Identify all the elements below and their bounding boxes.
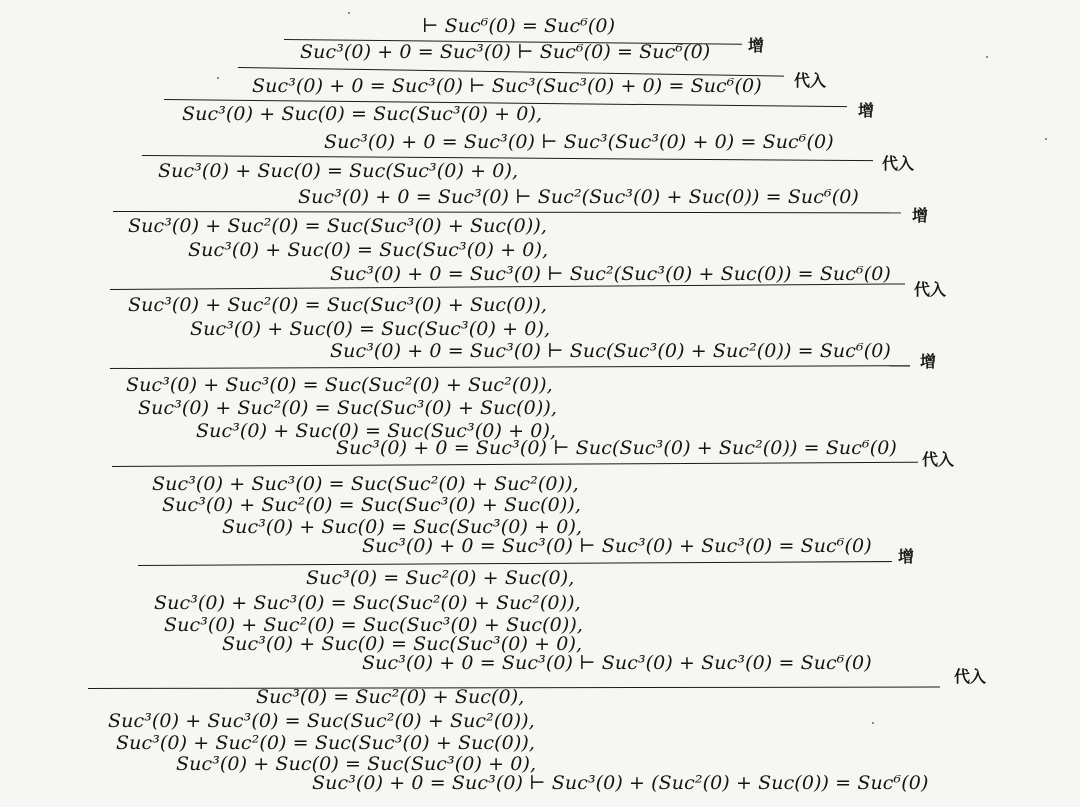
proof-line: Suc³(0) + Suc(0) = Suc(Suc³(0) + 0), — [190, 318, 551, 340]
proof-line: Suc³(0) + 0 = Suc³(0) ⊢ Suc²(Suc³(0) + Suc(0)) = Suc⁶(0) — [330, 263, 891, 285]
proof-line: Suc³(0) + Suc²(0) = Suc(Suc³(0) + Suc(0)), — [162, 494, 582, 516]
inference-rule-line — [112, 462, 918, 467]
proof-line: Suc³(0) + Suc²(0) = Suc(Suc³(0) + Suc(0)), — [138, 397, 558, 419]
rule-label: 代入 — [922, 450, 955, 469]
scan-speck — [217, 77, 219, 79]
proof-line: Suc³(0) + Suc(0) = Suc(Suc³(0) + 0), — [222, 516, 583, 538]
proof-line: Suc³(0) + 0 = Suc³(0) ⊢ Suc²(Suc³(0) + Suc(0)) = Suc⁶(0) — [298, 186, 859, 208]
scan-speck — [872, 722, 874, 724]
proof-line: Suc³(0) + Suc³(0) = Suc(Suc²(0) + Suc²(0)), — [154, 592, 581, 614]
proof-line: Suc³(0) + 0 = Suc³(0) ⊢ Suc³(Suc³(0) + 0) = Suc⁶(0) — [324, 131, 834, 153]
proof-line: Suc³(0) = Suc²(0) + Suc(0), — [306, 567, 575, 589]
scan-speck — [1045, 138, 1047, 140]
proof-line: Suc³(0) + Suc²(0) = Suc(Suc³(0) + Suc(0)), — [128, 215, 548, 237]
rule-label: 增 — [898, 547, 915, 566]
proof-line: Suc³(0) + Suc³(0) = Suc(Suc²(0) + Suc²(0)), — [126, 374, 553, 396]
proof-line: Suc³(0) + Suc(0) = Suc(Suc³(0) + 0), — [182, 103, 543, 125]
proof-line: Suc³(0) = Suc²(0) + Suc(0), — [256, 686, 525, 708]
proof-line: Suc³(0) + Suc³(0) = Suc(Suc²(0) + Suc²(0)), — [108, 710, 535, 732]
proof-line: Suc³(0) + Suc²(0) = Suc(Suc³(0) + Suc(0)), — [116, 732, 536, 754]
rule-label: 增 — [920, 352, 937, 371]
proof-line: Suc³(0) + 0 = Suc³(0) ⊢ Suc³(0) + (Suc²(0) + Suc(0)) = Suc⁶(0) — [312, 772, 929, 794]
proof-line: Suc³(0) + 0 = Suc³(0) ⊢ Suc⁶(0) = Suc⁶(0) — [300, 41, 711, 63]
proof-line: Suc³(0) + 0 = Suc³(0) ⊢ Suc³(0) + Suc³(0) = Suc⁶(0) — [362, 652, 872, 674]
rule-label: 代入 — [882, 154, 915, 173]
proof-line: ⊢ Suc⁶(0) = Suc⁶(0) — [422, 15, 616, 37]
scan-speck — [348, 12, 350, 14]
inference-rule-line — [113, 211, 901, 213]
proof-line: Suc³(0) + 0 = Suc³(0) ⊢ Suc(Suc³(0) + Suc²(0)) = Suc⁶(0) — [330, 340, 891, 362]
rule-label: 增 — [912, 206, 929, 225]
rule-label: 代入 — [914, 280, 947, 299]
proof-line: Suc³(0) + Suc(0) = Suc(Suc³(0) + 0), — [196, 420, 557, 442]
proof-line: Suc³(0) + Suc(0) = Suc(Suc³(0) + 0), — [222, 633, 583, 655]
rule-label: 代入 — [794, 71, 827, 90]
proof-line: Suc³(0) + Suc³(0) = Suc(Suc²(0) + Suc²(0)), — [152, 473, 579, 495]
rule-label: 增 — [858, 101, 875, 120]
proof-line: Suc³(0) + Suc²(0) = Suc(Suc³(0) + Suc(0)), — [128, 294, 548, 316]
proof-line: Suc³(0) + Suc(0) = Suc(Suc³(0) + 0), — [176, 753, 537, 775]
proof-line: Suc³(0) + 0 = Suc³(0) ⊢ Suc³(Suc³(0) + 0) = Suc⁶(0) — [252, 75, 762, 97]
proof-line: Suc³(0) + Suc²(0) = Suc(Suc³(0) + Suc(0)), — [164, 614, 584, 636]
proof-line: Suc³(0) + 0 = Suc³(0) ⊢ Suc(Suc³(0) + Suc²(0)) = Suc⁶(0) — [336, 437, 897, 459]
rule-label: 代入 — [954, 667, 987, 686]
proof-line: Suc³(0) + Suc(0) = Suc(Suc³(0) + 0), — [158, 160, 519, 182]
scan-speck — [986, 56, 988, 58]
proof-line: Suc³(0) + Suc(0) = Suc(Suc³(0) + 0), — [188, 239, 549, 261]
rule-label: 增 — [748, 36, 765, 55]
inference-rule-line — [138, 561, 892, 566]
inference-rule-line — [110, 365, 910, 369]
proof-line: Suc³(0) + 0 = Suc³(0) ⊢ Suc³(0) + Suc³(0) = Suc⁶(0) — [362, 535, 872, 557]
